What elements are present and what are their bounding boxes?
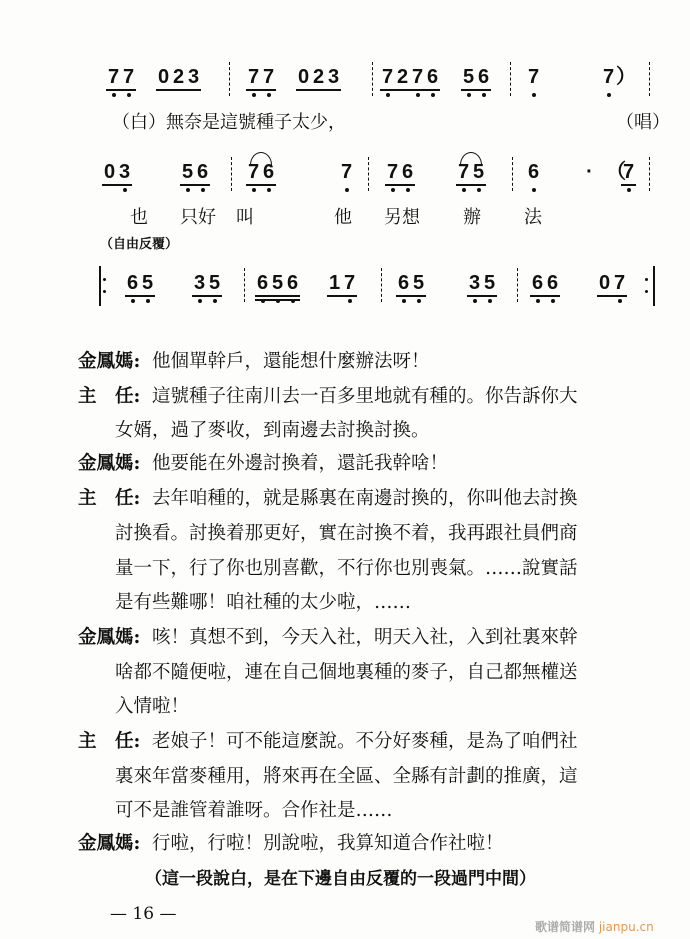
beam-line (125, 295, 155, 297)
note-group (461, 66, 491, 116)
beam-line (621, 184, 636, 186)
bar-line (229, 62, 230, 96)
beam-line (456, 184, 486, 186)
bar-line (510, 62, 511, 96)
dialogue-text: 量一下，行了你也別喜歡，不行你也別喪氣。……說實話 (115, 558, 578, 579)
bar-line (517, 268, 518, 302)
beam-line (106, 89, 136, 91)
note: 0 (157, 66, 170, 88)
note: 6 (256, 272, 269, 294)
note: 3 (187, 66, 200, 88)
beam-line (246, 89, 276, 91)
note-group (530, 272, 560, 322)
note-group (526, 66, 541, 116)
note: 7 (340, 161, 353, 183)
bar-line (512, 157, 513, 191)
dialogue-text: 行啦，行啦！別說啦，我算知道合作社啦！ (152, 833, 504, 854)
dialogue-text: 老娘子！可不能這麼說。不分好麥種，是為了咱們社 (152, 731, 578, 752)
speaker-label: 金鳳媽: (78, 833, 141, 854)
note: ） (616, 66, 636, 88)
watermark (535, 918, 654, 935)
note: 7 (602, 66, 615, 88)
lyric: 只好 (180, 207, 216, 228)
dialogue-text: 去年咱種的，就是縣裏在南邊討換的，你叫他去討換 (152, 488, 578, 509)
watermark-en: jianpu.cn (598, 920, 654, 934)
beam-line (385, 184, 415, 186)
dialogue-continuation (115, 558, 578, 580)
dialogue-text: 女婿，過了麥收，到南邊去討換討換。 (115, 420, 430, 441)
note: 7 (262, 66, 275, 88)
dialogue-text: 入情啦！ (115, 696, 190, 717)
note-group (192, 272, 222, 322)
note: 5 (412, 272, 425, 294)
note-group (255, 272, 300, 322)
note: 3 (327, 66, 340, 88)
note: · (586, 161, 593, 183)
note: 6 (546, 272, 559, 294)
beam-line (296, 89, 341, 91)
bar-line (381, 268, 382, 302)
beam-line (255, 295, 300, 297)
beam-line (461, 89, 491, 91)
speaker-label: 金鳳媽: (78, 627, 141, 648)
beam-line (530, 295, 560, 297)
lyric: 另想 (384, 207, 420, 228)
tie-arc (460, 152, 482, 165)
dialogue-line (78, 386, 578, 408)
beam-line (255, 299, 300, 301)
note: 7 (457, 161, 470, 183)
lyric: 辦 (463, 207, 481, 228)
dialogue-text: 討換看。討換着那更好，實在討換不着，我再跟社員們商 (115, 523, 578, 544)
note: 7 (411, 66, 424, 88)
bar-line (231, 157, 232, 191)
note: 6 (196, 161, 209, 183)
note-group (327, 272, 357, 322)
note: 5 (208, 272, 221, 294)
dialogue-text: 可不是誰管着誰呀。合作社是…… (115, 800, 393, 821)
note: 7 (122, 66, 135, 88)
note: 5 (462, 66, 475, 88)
beam-line (102, 184, 132, 186)
note: 2 (172, 66, 185, 88)
note: 7 (343, 272, 356, 294)
beam-line (246, 184, 276, 186)
note: 6 (401, 161, 414, 183)
beam-line (396, 295, 426, 297)
bar-line (649, 62, 650, 96)
note: 6 (397, 272, 410, 294)
repeat-label: （自由反覆） (100, 237, 179, 252)
dialogue-line (78, 627, 578, 649)
note-group (125, 272, 155, 322)
dialogue-continuation (115, 592, 411, 614)
beam-line (180, 184, 210, 186)
beam-line (467, 295, 497, 297)
note-group (597, 272, 627, 322)
tie-arc (250, 152, 272, 165)
dialogue-line (78, 731, 578, 753)
note: 6 (262, 161, 275, 183)
speaker-label: 金鳳媽: (78, 453, 141, 474)
note: 6 (426, 66, 439, 88)
dialogue-line (78, 453, 448, 475)
lyric: 他 (334, 207, 352, 228)
dialogue-continuation (115, 420, 430, 442)
note: 7 (386, 161, 399, 183)
bar-line (368, 157, 369, 191)
note: 2 (396, 66, 409, 88)
note: （ (606, 161, 626, 183)
note: 7 (622, 161, 635, 183)
lyric: 叫 (236, 207, 254, 228)
bar-line (372, 62, 373, 96)
sing-mark: （唱） (616, 112, 670, 133)
note: 7 (381, 66, 394, 88)
note: 5 (141, 272, 154, 294)
page-number: — 16 — (110, 904, 177, 924)
dialogue-text: 是有些難哪！咱社種的太少啦，…… (115, 592, 412, 613)
note: 7 (247, 161, 260, 183)
note: 3 (118, 161, 131, 183)
dialogue-continuation (115, 662, 578, 684)
note: 3 (468, 272, 481, 294)
note: 3 (193, 272, 206, 294)
dialogue-text: 咳！真想不到，今天入社，明天入社，入到社裏來幹 (152, 627, 578, 648)
note: 0 (598, 272, 611, 294)
beam-line (380, 89, 440, 91)
note: 5 (271, 272, 284, 294)
note-group (582, 161, 597, 211)
note: 7 (107, 66, 120, 88)
speaker-label: 主 任: (78, 731, 141, 752)
note: 6 (527, 161, 540, 183)
note: 5 (483, 272, 496, 294)
note: 0 (297, 66, 310, 88)
note: 7 (527, 66, 540, 88)
speaker-label: 主 任: (78, 386, 141, 407)
lyric: 法 (524, 207, 542, 228)
beam-line (192, 295, 222, 297)
note-group (606, 161, 636, 211)
dialogue-text: 裏來年當麥種用，將來再在全區、全縣有計劃的推廣，這 (115, 766, 578, 787)
beam-line (597, 295, 627, 297)
dialogue-text: 啥都不隨便啦，連在自己個地裏種的麥子，自己都無權送 (115, 662, 578, 683)
speaker-label: 主 任: (78, 488, 141, 509)
stage-note: （這一段說白，是在下邊自由反覆的一段過門中間） (145, 869, 536, 889)
note: 6 (477, 66, 490, 88)
note: 6 (126, 272, 139, 294)
note-group (396, 272, 426, 322)
speaker-label: 金鳳媽: (78, 351, 141, 372)
watermark-cn: 歌谱简谱网 (535, 920, 596, 934)
dialogue-text: 這號種子往南川去一百多里地就有種的。你告訴你大 (152, 386, 578, 407)
note-group (380, 66, 440, 116)
dialogue-continuation (115, 523, 578, 545)
dialogue-line (78, 351, 430, 373)
beam-line (156, 89, 201, 91)
note: 6 (531, 272, 544, 294)
bar-line (649, 157, 650, 191)
lyric: 也 (130, 207, 148, 228)
dialogue-text: 他個單幹戶，還能想什麼辦法呀！ (152, 351, 430, 372)
note: 2 (312, 66, 325, 88)
dialogue-continuation (115, 800, 393, 822)
note: 1 (328, 272, 341, 294)
note: 7 (247, 66, 260, 88)
note: 5 (472, 161, 485, 183)
dialogue-text: 他要能在外邊討換着，還託我幹啥！ (152, 453, 449, 474)
beam-line (327, 295, 357, 297)
bar-line (244, 268, 245, 302)
note: 5 (181, 161, 194, 183)
spoken-line: （白）無奈是這號種子太少， (112, 112, 346, 133)
note: 6 (286, 272, 299, 294)
dialogue-continuation (115, 766, 578, 788)
note-group (467, 272, 497, 322)
dialogue-line (78, 833, 504, 855)
note-group (102, 161, 132, 211)
note: 7 (613, 272, 626, 294)
dialogue-line (78, 488, 578, 510)
note: 0 (103, 161, 116, 183)
dialogue-continuation (115, 696, 189, 718)
